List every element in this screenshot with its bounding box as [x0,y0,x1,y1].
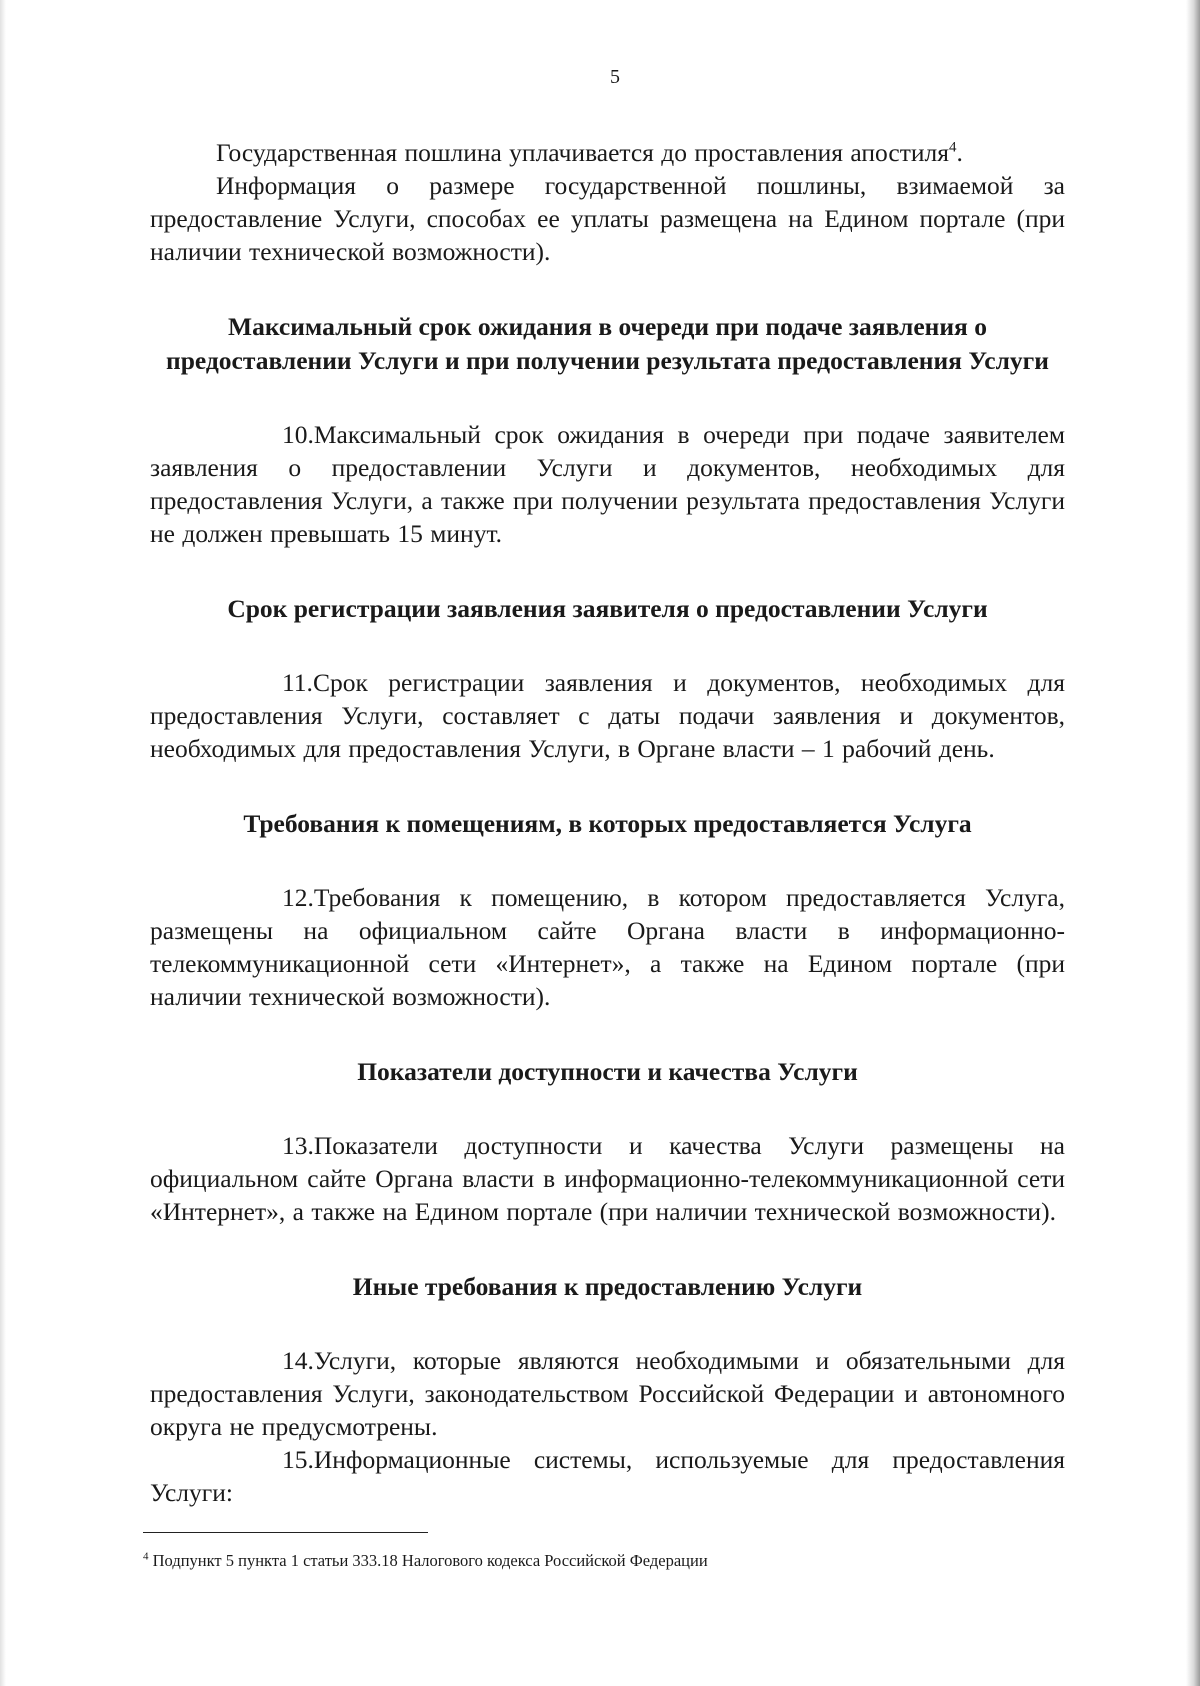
section-heading-registration-time: Срок регистрации заявления заявителя о предоставлении Услуги [227,594,988,623]
section-heading-quality-indicators: Показатели доступности и качества Услуги [357,1057,858,1086]
paragraph-10 [150,418,1065,550]
footnote-text: Подпункт 5 пункта 1 статьи 333.18 Налогового кодекса Российской Федерации [152,1551,708,1570]
paragraph-text: Срок регистрации заявления и документов, необходимых для предоставления Услуги, составляет с даты подачи заявления и документов, необходимых для предоставления Услуги, в Органе власти – 1 рабочий день. [150,668,1065,763]
paragraph-text: Максимальный срок ожидания в очереди при подаче заявителем заявления о предоставлении Услуги и документов, необходимых для предоставления Услуги, а также при получении результата предоставления Услуги не должен превышать 15 минут. [150,420,1065,548]
paragraph-15 [150,1443,1065,1509]
paragraph-13 [150,1129,1065,1228]
paragraph-11 [150,666,1065,765]
paragraph-number: 12. [282,883,314,912]
paragraph-fee-payment [150,136,1065,169]
paragraph-number: 13. [282,1131,314,1160]
paragraph-text: Услуги, которые являются необходимыми и обязательными для предоставления Услуги, законодательством Российской Федерации и автономного округа не предусмотрены. [150,1346,1065,1441]
paragraph-number: 11. [282,668,313,697]
footnote-separator [143,1532,428,1533]
footnote-marker: 4 [143,1550,149,1563]
paragraph-text: Информационные системы, используемые для предоставления Услуги: [150,1445,1065,1507]
footnote [143,1550,708,1572]
paragraph-14 [150,1344,1065,1443]
page-number: 5 [610,66,620,88]
paragraph-text: Требования к помещению, в котором предоставляется Услуга, размещены на официальном сайте Органа власти в информационно-телекоммуникационной сети «Интернет», а также на Едином портале (при наличии технической возможности). [150,883,1065,1011]
paragraph-text: Показатели доступности и качества Услуги размещены на официальном сайте Органа власти в информационно-телекоммуникационной сети «Интернет», а также на Едином портале (при наличии технической возможности). [150,1131,1065,1226]
paragraph-number: 14. [282,1346,314,1375]
paragraph-fee-info: Информация о размере государственной пошлины, взимаемой за предоставление Услуги, способах ее уплаты размещена на Едином портале (при наличии технической возможности). [150,171,1065,266]
paragraph-12 [150,881,1065,1013]
section-heading-other-requirements: Иные требования к предоставлению Услуги [352,1272,863,1301]
section-heading-premises: Требования к помещениям, в которых предоставляется Услуга [243,809,972,838]
paragraph-number: 15. [282,1445,314,1474]
scan-left-edge [0,0,6,1686]
footnote-reference: 4 [948,139,957,156]
section-heading-queue-time: Максимальный срок ожидания в очереди при подаче заявления о предоставлении Услуги и при получении результата предоставления Услуги [166,312,1049,375]
document-body [150,136,1065,1509]
paragraph-fee-payment-text: Государственная пошлина уплачивается до проставления апостиля [216,138,949,167]
paragraph-fee-payment-end: . [956,138,963,167]
scan-right-edge [1186,0,1200,1686]
paragraph-number: 10. [282,420,314,449]
